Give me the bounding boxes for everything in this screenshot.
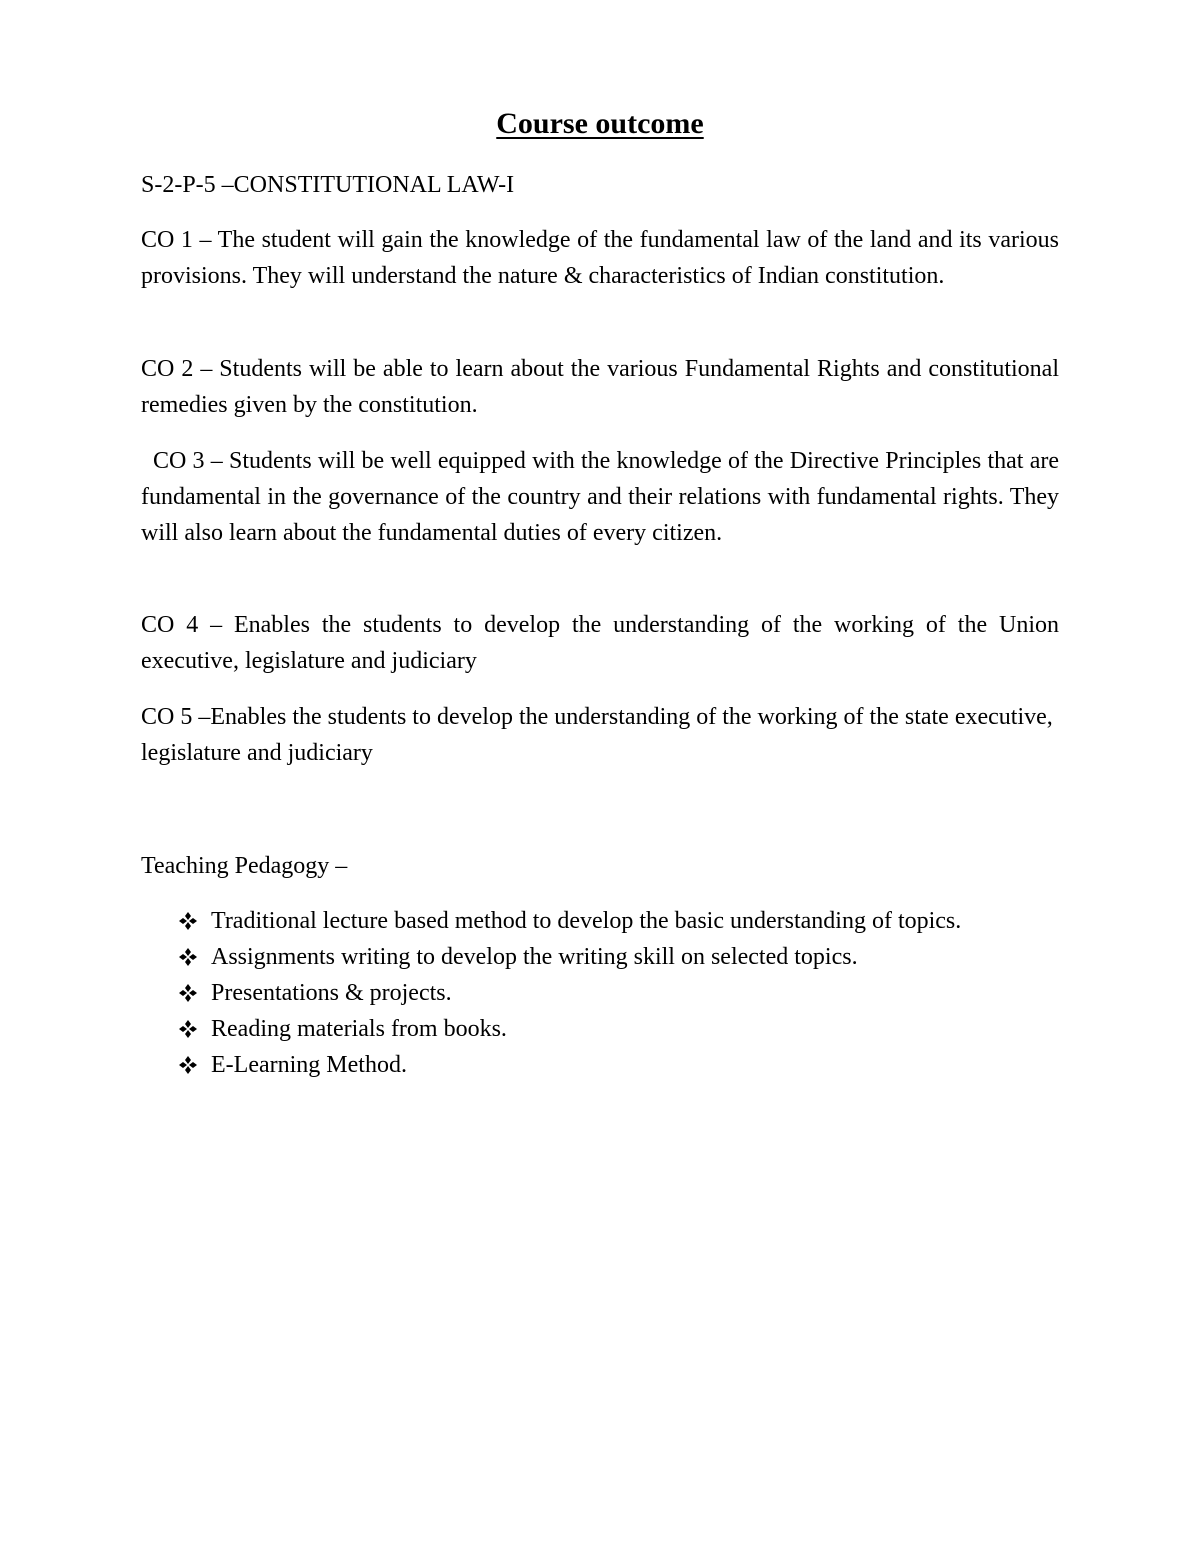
four-diamond-bullet-icon: [177, 939, 199, 975]
list-item-text: Assignments writing to develop the writing skill on selected topics.: [211, 944, 858, 970]
four-diamond-bullet-icon: [177, 903, 199, 939]
list-item: [141, 975, 1059, 1011]
four-diamond-bullet-icon: [177, 975, 199, 1011]
course-outcome-5: CO 5 –Enables the students to develop the understanding of the working of the state executive, legislature and judiciary: [141, 704, 1053, 766]
course-outcome-2: CO 2 – Students will be able to learn about the various Fundamental Rights and constitutional remedies given by the constitution.: [141, 356, 1059, 418]
course-outcome-4: CO 4 – Enables the students to develop the understanding of the working of the Union executive, legislature and judiciary: [141, 612, 1059, 674]
list-item-text: Traditional lecture based method to develop the basic understanding of topics.: [211, 908, 962, 934]
list-item: [141, 1011, 1059, 1047]
course-outcome-3: CO 3 – Students will be well equipped with the knowledge of the Directive Principles that are fundamental in the governance of the country and their relations with fundamental rights. They will also learn about the fundamental duties of every citizen.: [141, 448, 1059, 546]
pedagogy-heading: Teaching Pedagogy –: [141, 853, 348, 879]
pedagogy-list: [141, 903, 1059, 1083]
four-diamond-bullet-icon: [177, 1011, 199, 1047]
list-item: [141, 939, 1059, 975]
four-diamond-bullet-icon: [177, 1047, 199, 1083]
list-item: [141, 1047, 1059, 1083]
list-item-text: Presentations & projects.: [211, 980, 452, 1006]
course-outcome-1: CO 1 – The student will gain the knowledge of the fundamental law of the land and its various provisions. They will understand the nature & characteristics of Indian constitution.: [141, 227, 1059, 289]
list-item: [141, 903, 1059, 939]
list-item-text: Reading materials from books.: [211, 1016, 507, 1042]
course-code: S-2-P-5 –CONSTITUTIONAL LAW-I: [141, 172, 515, 198]
page-title: Course outcome: [496, 107, 704, 140]
list-item-text: E-Learning Method.: [211, 1052, 407, 1078]
